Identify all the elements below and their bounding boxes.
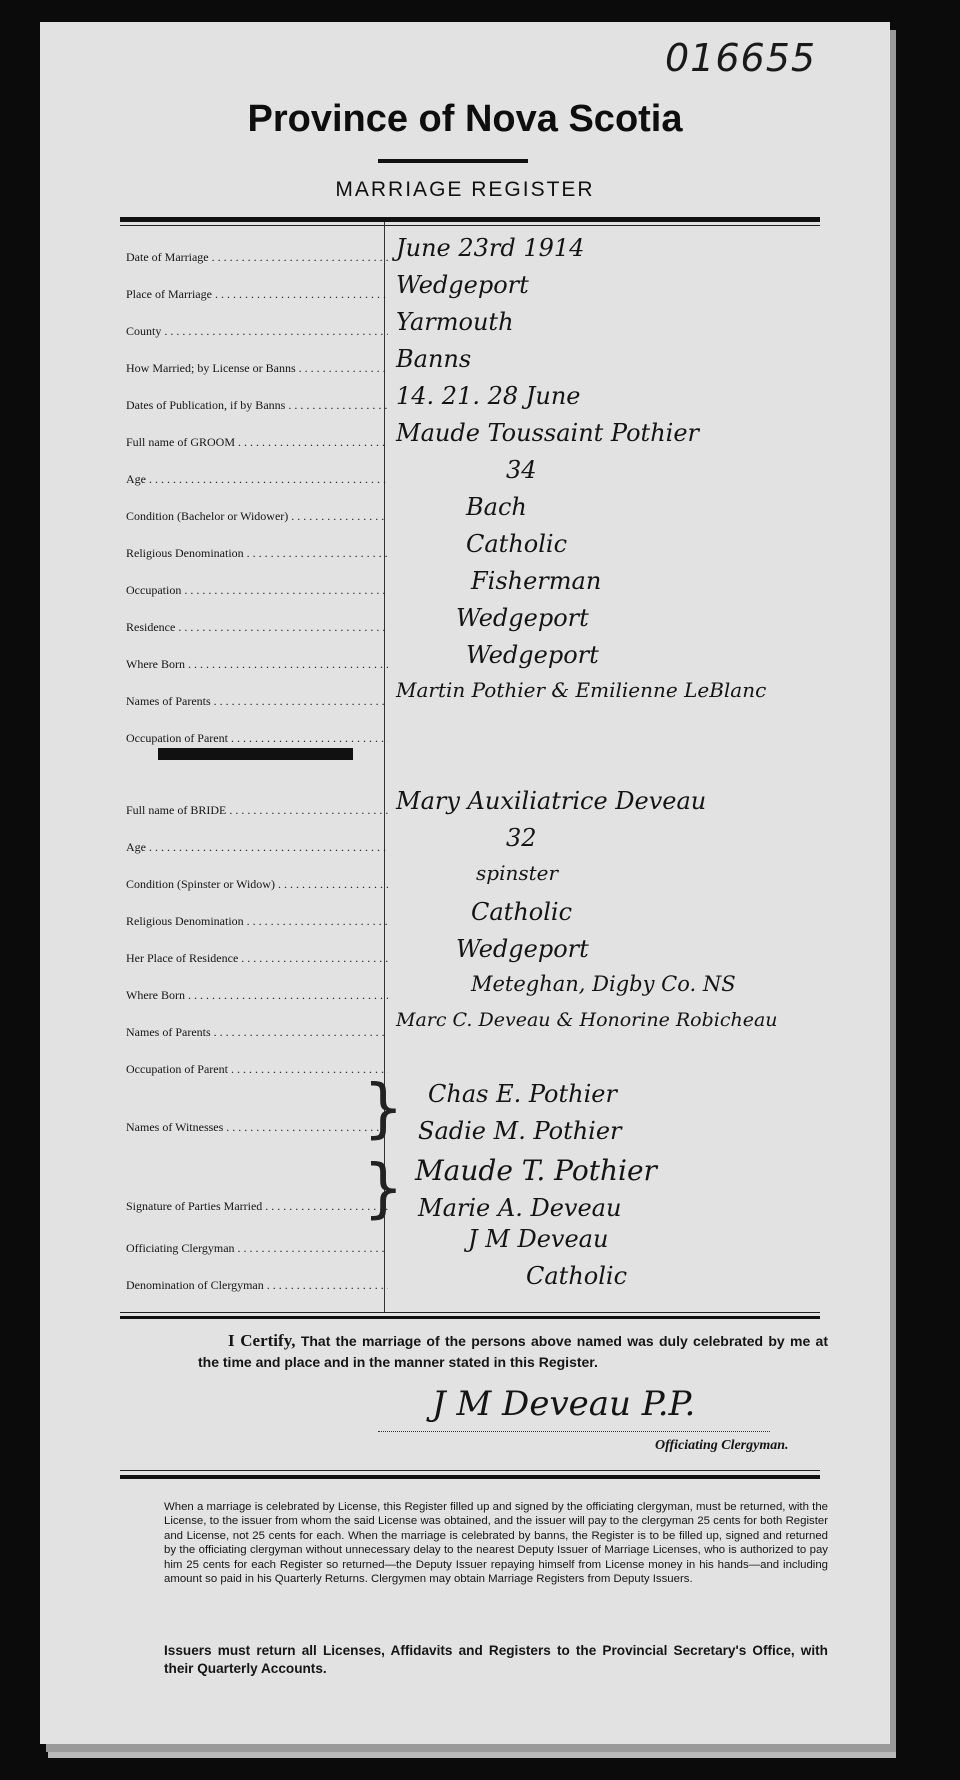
field-value: Bach (466, 493, 527, 521)
field-value: Wedgeport (456, 604, 589, 632)
instructions-text: When a marriage is celebrated by License, this Register filled up and signed by the officiating clergyman, must be returned, with the License, to the issuer from whom the said License was obtained, and the issuer will pay to the clergyman 25 cents for both Register and License, not 25 cents for each. When the marriage is celebrated by banns, the Register is to be filled up, signed and returned by the officiating clergyman without unnecessary delay to the nearest Deputy Issuer of Marriage Licenses, who is authorized to pay him 25 cents for each Register so returned—the Deputy Issuer repaying himself from License money in his hands—and including amount so paid in his Quarterly Returns. Clergymen may obtain Marriage Registers from Deputy Issuers. (164, 1501, 828, 1586)
serial-number: 016655 (665, 36, 817, 80)
witness-2-value: Sadie M. Pothier (418, 1117, 622, 1145)
signature-caption: Officiating Clergyman. (655, 1438, 789, 1453)
field-label: Names of Parents . . . (126, 694, 388, 714)
certify-divider-thin (120, 1312, 820, 1313)
field-value: Martin Pothier & Emilienne LeBlanc (396, 678, 767, 702)
certification-text (198, 1330, 828, 1373)
field-label: Where Born . . . (126, 657, 388, 677)
field-value: Catholic (471, 898, 573, 926)
field-label: Residence . . . (126, 620, 388, 640)
field-value: 32 (506, 824, 537, 852)
field-label: Her Place of Residence . . . (126, 951, 388, 971)
field-value: 14. 21. 28 June (396, 382, 581, 410)
field-value: Wedgeport (466, 641, 599, 669)
field-label: Full name of GROOM . . . (126, 435, 388, 455)
signature-line (378, 1431, 770, 1432)
page-title: Province of Nova Scotia (247, 98, 683, 140)
field-value: Fisherman (471, 567, 602, 595)
field-label: Names of Witnesses . . . (126, 1120, 388, 1140)
field-label: Religious Denomination . . . (126, 546, 388, 566)
field-label: How Married; by License or Banns . . . (126, 361, 388, 381)
field-label: Where Born . . . (126, 988, 388, 1008)
field-label: Dates of Publication, if by Banns . . . (126, 398, 388, 418)
field-bride-name (126, 787, 816, 829)
field-label: Signature of Parties Married . . . (126, 1199, 388, 1219)
field-bride-parents (126, 1009, 816, 1051)
field-value: Mary Auxiliatrice Deveau (396, 787, 707, 815)
field-value: Catholic (466, 530, 568, 558)
witness-brace: } (363, 1072, 404, 1146)
field-clergy-denomination (126, 1262, 816, 1304)
field-label: Names of Parents . . . (126, 1025, 388, 1045)
page-subtitle: MARRIAGE REGISTER (335, 178, 595, 201)
register-form (40, 22, 890, 1744)
field-label: Officiating Clergyman . . . (126, 1241, 388, 1261)
field-label: Age . . . (126, 840, 388, 860)
witness-1-value: Chas E. Pothier (428, 1080, 617, 1108)
field-label: Occupation of Parent . . . (126, 1062, 388, 1082)
signature-brace: } (363, 1152, 404, 1226)
field-value: spinster (476, 861, 559, 885)
field-groom-name (126, 419, 816, 461)
field-label: Condition (Bachelor or Widower) . . . (126, 509, 388, 529)
field-value: Yarmouth (396, 308, 514, 336)
field-value: J M Deveau (468, 1225, 609, 1253)
field-label: Occupation . . . (126, 583, 388, 603)
bride-section-bar (158, 748, 353, 760)
field-label: Place of Marriage . . . (126, 287, 388, 307)
field-value: June 23rd 1914 (396, 234, 585, 262)
clergy-signature: J M Deveau P.P. (432, 1384, 696, 1424)
field-value: Marc C. Deveau & Honorine Robicheau (396, 1009, 778, 1031)
notice-divider (120, 1475, 820, 1479)
field-label: County . . . (126, 324, 388, 344)
field-label: Full name of BRIDE . . . (126, 803, 388, 823)
groom-signature-value: Maude T. Pothier (415, 1154, 657, 1187)
field-label: Age . . . (126, 472, 388, 492)
field-value: Wedgeport (396, 271, 529, 299)
certify-lead: I Certify, (228, 1331, 296, 1350)
field-value: Meteghan, Digby Co. NS (471, 972, 736, 996)
certify-body: That the marriage of the persons above named was duly celebrated by me at the time and place and in the manner stated in this Register. (198, 1333, 829, 1370)
field-label: Religious Denomination . . . (126, 914, 388, 934)
title-underline (378, 159, 528, 163)
field-bride-age (126, 824, 816, 866)
field-label: Occupation of Parent . . . (126, 731, 388, 751)
field-value: Catholic (526, 1262, 628, 1290)
field-value: Maude Toussaint Pothier (396, 419, 700, 447)
field-value: Banns (396, 345, 472, 373)
field-label: Condition (Spinster or Widow) . . . (126, 877, 388, 897)
field-label: Denomination of Clergyman . . . (126, 1278, 388, 1298)
top-divider-thin (120, 225, 820, 226)
notice-divider-thin (120, 1470, 820, 1471)
field-label: Date of Marriage . . . (126, 250, 388, 270)
top-divider (120, 217, 820, 222)
field-groom-parents (126, 678, 816, 720)
field-value: Wedgeport (456, 935, 589, 963)
issuer-notice: Issuers must return all Licenses, Affidavits and Registers to the Provincial Secretary's Office, with their Quarterly Accounts. (164, 1643, 828, 1676)
bride-signature-value: Marie A. Deveau (418, 1194, 622, 1222)
field-value: 34 (506, 456, 537, 484)
field-officiating-clergyman (126, 1225, 816, 1267)
certify-divider (120, 1316, 820, 1319)
